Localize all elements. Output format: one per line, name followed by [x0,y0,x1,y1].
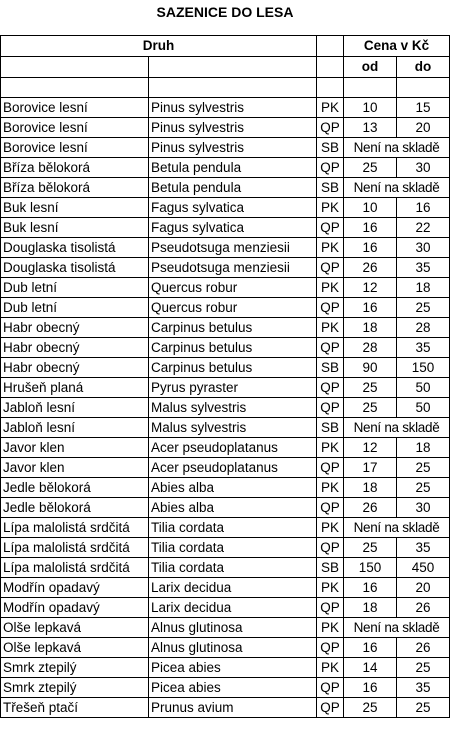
cell-price-from: 25 [344,378,397,398]
cell-type: QP [317,698,344,718]
table-row [1,98,450,118]
cell-latin-name: Tilia cordata [149,538,317,558]
cell-latin-name: Larix decidua [149,598,317,618]
table-row [1,578,450,598]
cell-type: QP [317,218,344,238]
table-row [1,338,450,358]
cell-common-name: Smrk ztepilý [1,658,149,678]
table-row [1,658,450,678]
cell-type: PK [317,518,344,538]
cell-latin-name: Picea abies [149,658,317,678]
cell-common-name: Smrk ztepilý [1,678,149,698]
cell-common-name: Habr obecný [1,338,149,358]
table-row [1,478,450,498]
cell-price-from: 18 [344,598,397,618]
cell-price-to: 25 [397,698,450,718]
cell-price-from: Není na skladě [344,518,450,538]
cell-common-name: Habr obecný [1,318,149,338]
cell-common-name: Borovice lesní [1,118,149,138]
empty-cell [149,78,317,98]
cell-type: PK [317,318,344,338]
table-row [1,538,450,558]
cell-price-from: 90 [344,358,397,378]
table-row [1,518,450,538]
cell-common-name: Buk lesní [1,218,149,238]
cell-price-to: 450 [397,558,450,578]
table-row [1,138,450,158]
cell-price-to: 35 [397,538,450,558]
cell-latin-name: Tilia cordata [149,558,317,578]
cell-common-name: Modřín opadavý [1,578,149,598]
table-row [1,638,450,658]
table-row [1,618,450,638]
cell-type: QP [317,498,344,518]
cell-latin-name: Pinus sylvestris [149,118,317,138]
cell-type: SB [317,558,344,578]
cell-latin-name: Malus sylvestris [149,398,317,418]
cell-price-to: 30 [397,238,450,258]
cell-common-name: Lípa malolistá srdčitá [1,518,149,538]
cell-latin-name: Betula pendula [149,158,317,178]
table-row [1,378,450,398]
cell-common-name: Modřín opadavý [1,598,149,618]
cell-price-to: 18 [397,278,450,298]
table-row [1,698,450,718]
cell-price-to: 26 [397,638,450,658]
cell-latin-name: Quercus robur [149,298,317,318]
cell-common-name: Borovice lesní [1,98,149,118]
table-row [1,158,450,178]
cell-type: QP [317,298,344,318]
cell-type: PK [317,238,344,258]
cell-latin-name: Betula pendula [149,178,317,198]
cell-price-from: 10 [344,98,397,118]
cell-common-name: Douglaska tisolistá [1,238,149,258]
subheader-row [1,57,450,78]
table-row [1,678,450,698]
cell-latin-name: Carpinus betulus [149,358,317,378]
cell-type: QP [317,158,344,178]
cell-latin-name: Malus sylvestris [149,418,317,438]
cell-price-to: 35 [397,258,450,278]
header-druh: Druh [1,36,317,57]
cell-common-name: Olše lepkavá [1,638,149,658]
cell-latin-name: Pinus sylvestris [149,98,317,118]
cell-price-from: 25 [344,398,397,418]
cell-price-to: 25 [397,458,450,478]
cell-common-name: Lípa malolistá srdčitá [1,538,149,558]
cell-common-name: Douglaska tisolistá [1,258,149,278]
cell-common-name: Dub letní [1,278,149,298]
cell-type: QP [317,338,344,358]
cell-price-to: 15 [397,98,450,118]
cell-price-from: 17 [344,458,397,478]
cell-common-name: Habr obecný [1,358,149,378]
table-row [1,258,450,278]
cell-latin-name: Pseudotsuga menziesii [149,238,317,258]
cell-type: SB [317,178,344,198]
empty-cell [397,78,450,98]
cell-price-from: 18 [344,318,397,338]
cell-latin-name: Abies alba [149,478,317,498]
cell-price-from: 12 [344,278,397,298]
cell-type: PK [317,578,344,598]
price-table [0,35,450,718]
table-row [1,558,450,578]
table-row [1,298,450,318]
table-row [1,498,450,518]
cell-latin-name: Picea abies [149,678,317,698]
cell-latin-name: Fagus sylvatica [149,198,317,218]
cell-common-name: Lípa malolistá srdčitá [1,558,149,578]
empty-cell [1,57,149,78]
cell-latin-name: Prunus avium [149,698,317,718]
cell-price-to: 35 [397,678,450,698]
cell-type: QP [317,378,344,398]
cell-price-from: 16 [344,638,397,658]
empty-cell [344,78,397,98]
cell-price-to: 28 [397,318,450,338]
cell-price-from: 16 [344,578,397,598]
cell-type: QP [317,258,344,278]
cell-price-from: 150 [344,558,397,578]
cell-common-name: Jabloň lesní [1,418,149,438]
table-row [1,118,450,138]
header-row [1,36,450,57]
table-row [1,418,450,438]
table-row [1,238,450,258]
cell-latin-name: Acer pseudoplatanus [149,438,317,458]
cell-common-name: Hrušeň planá [1,378,149,398]
cell-price-from: 26 [344,258,397,278]
header-empty-cell [317,36,344,57]
cell-price-to: 18 [397,438,450,458]
cell-price-to: 16 [397,198,450,218]
cell-price-from: 12 [344,438,397,458]
cell-common-name: Třešeň ptačí [1,698,149,718]
cell-price-from: 28 [344,338,397,358]
cell-type: QP [317,458,344,478]
cell-common-name: Buk lesní [1,198,149,218]
header-do: do [397,57,450,78]
cell-latin-name: Abies alba [149,498,317,518]
cell-type: QP [317,398,344,418]
cell-latin-name: Pseudotsuga menziesii [149,258,317,278]
cell-type: QP [317,638,344,658]
header-cena: Cena v Kč [344,36,450,57]
cell-price-to: 30 [397,158,450,178]
table-row [1,458,450,478]
cell-price-from: 13 [344,118,397,138]
cell-latin-name: Acer pseudoplatanus [149,458,317,478]
table-row [1,218,450,238]
cell-price-to: 50 [397,398,450,418]
cell-price-to: 20 [397,118,450,138]
cell-price-to: 50 [397,378,450,398]
cell-latin-name: Larix decidua [149,578,317,598]
cell-price-from: 25 [344,538,397,558]
table-row [1,198,450,218]
cell-price-from: Není na skladě [344,618,450,638]
cell-common-name: Bříza bělokorá [1,178,149,198]
cell-type: QP [317,538,344,558]
cell-latin-name: Pyrus pyraster [149,378,317,398]
empty-cell [1,78,149,98]
cell-latin-name: Carpinus betulus [149,338,317,358]
cell-type: PK [317,478,344,498]
table-row [1,178,450,198]
cell-latin-name: Fagus sylvatica [149,218,317,238]
cell-common-name: Bříza bělokorá [1,158,149,178]
blank-row [1,78,450,98]
table-row [1,398,450,418]
cell-type: PK [317,658,344,678]
cell-latin-name: Carpinus betulus [149,318,317,338]
cell-price-from: Není na skladě [344,418,450,438]
cell-price-to: 26 [397,598,450,618]
cell-price-from: 25 [344,698,397,718]
cell-latin-name: Quercus robur [149,278,317,298]
cell-type: PK [317,278,344,298]
cell-common-name: Jedle bělokorá [1,498,149,518]
cell-price-from: 16 [344,238,397,258]
table-row [1,318,450,338]
cell-type: QP [317,678,344,698]
table-row [1,278,450,298]
cell-latin-name: Tilia cordata [149,518,317,538]
cell-price-to: 30 [397,498,450,518]
cell-price-to: 35 [397,338,450,358]
cell-price-from: 14 [344,658,397,678]
cell-latin-name: Alnus glutinosa [149,638,317,658]
cell-common-name: Javor klen [1,438,149,458]
cell-price-from: 18 [344,478,397,498]
cell-price-from: Není na skladě [344,138,450,158]
cell-common-name: Borovice lesní [1,138,149,158]
table-row [1,598,450,618]
cell-price-to: 150 [397,358,450,378]
cell-latin-name: Pinus sylvestris [149,138,317,158]
cell-price-from: 16 [344,218,397,238]
cell-price-to: 25 [397,298,450,318]
cell-price-from: 10 [344,198,397,218]
cell-latin-name: Alnus glutinosa [149,618,317,638]
cell-type: QP [317,118,344,138]
cell-type: PK [317,618,344,638]
header-od: od [344,57,397,78]
cell-common-name: Jedle bělokorá [1,478,149,498]
empty-cell [149,57,317,78]
cell-type: SB [317,418,344,438]
cell-common-name: Dub letní [1,298,149,318]
table-row [1,358,450,378]
cell-type: PK [317,438,344,458]
cell-common-name: Jabloň lesní [1,398,149,418]
cell-price-from: 25 [344,158,397,178]
cell-price-to: 22 [397,218,450,238]
cell-type: PK [317,98,344,118]
cell-common-name: Olše lepkavá [1,618,149,638]
cell-type: QP [317,598,344,618]
cell-price-to: 25 [397,658,450,678]
empty-cell [317,57,344,78]
table-row [1,438,450,458]
sheet-title: SAZENICE DO LESA [156,4,294,20]
empty-cell [317,78,344,98]
cell-type: SB [317,358,344,378]
cell-price-from: Není na skladě [344,178,450,198]
cell-price-to: 25 [397,478,450,498]
cell-price-from: 26 [344,498,397,518]
cell-price-from: 16 [344,298,397,318]
cell-type: PK [317,198,344,218]
cell-type: SB [317,138,344,158]
cell-price-to: 20 [397,578,450,598]
cell-common-name: Javor klen [1,458,149,478]
cell-price-from: 16 [344,678,397,698]
